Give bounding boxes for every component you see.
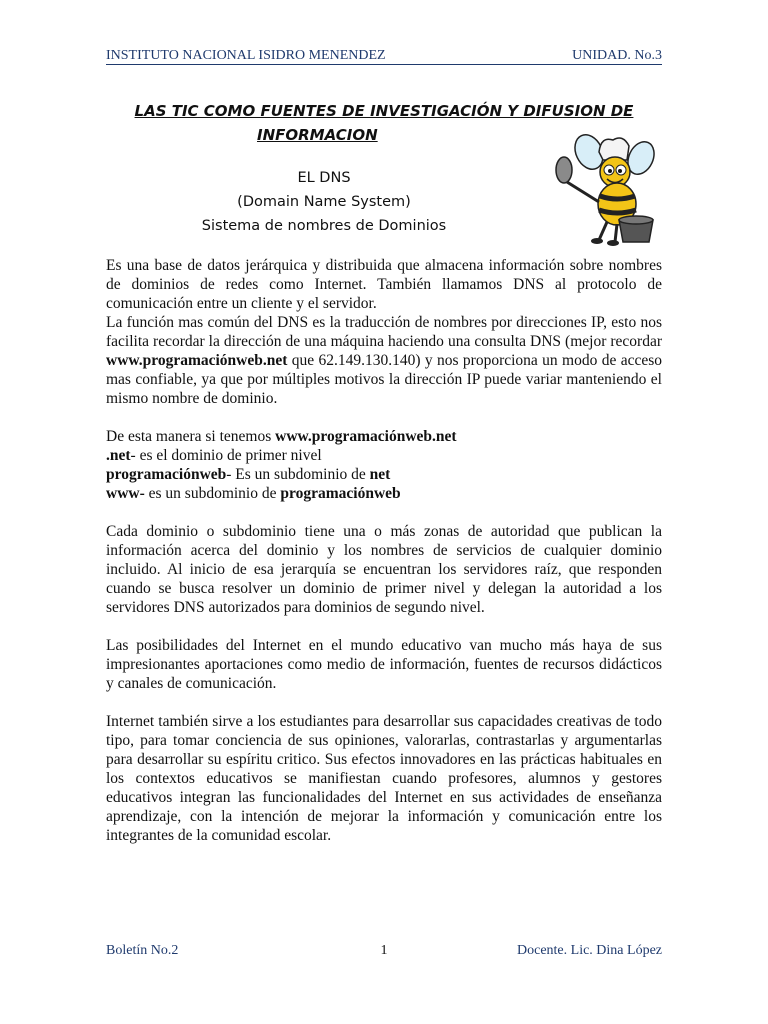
- title-line-2: INFORMACION: [257, 126, 378, 144]
- bee-chef-icon: [549, 130, 665, 246]
- title-line-1: LAS TIC COMO FUENTES DE INVESTIGACIÓN Y DIFUSION DE: [134, 102, 634, 120]
- document-body: [106, 256, 662, 845]
- footer-teacher: Docente. Lic. Dina López: [517, 943, 662, 958]
- paragraph-dns-definition: Es una base de datos jerárquica y distribuida que almacena información sobre nombres de dominios de redes como Internet. También llamamos DNS al protocolo de comunicación entre un cliente y el servidor.: [106, 257, 662, 312]
- dns-heading: [186, 166, 462, 238]
- page-footer: [106, 943, 662, 963]
- footer-bulletin: Boletín No.2: [106, 943, 179, 958]
- domain-list-item-net: [106, 446, 662, 465]
- dns-heading-line-3: Sistema de nombres de Dominios: [201, 218, 447, 234]
- domain-list-item-programacionweb: [106, 465, 662, 484]
- paragraph-authority-zones: Cada dominio o subdominio tiene una o más zonas de autoridad que publican la información acerca del dominio y los nombres de servicios de cualquier dominio incluido. Al inicio de esa jerarquía se encuentran los servidores raíz, que responden cuando se busca resolver un dominio de primer nivel y delegan la autoridad a los servidores DNS autorizados para dominios de segundo nivel.: [106, 523, 662, 616]
- paragraph-internet-students: Internet también sirve a los estudiantes para desarrollar sus capacidades creativas de todo tipo, para tomar conciencia de sus opiniones, valorarlas, contrastarlas y argumentarlas para desarrollar su espíritu critico. Sus efectos innovadores en las prácticas habituales en los contextos educativos se manifiestan cuando profesores, alumnos y gestores educativos integran las funcionalidades del Internet en sus actividades de enseñanza aprendizaje, con la intención de mejorar la información y comunicación entre los integrantes de la comunidad escolar.: [106, 713, 662, 844]
- paragraph-dns-function-text-b: que 62.149.130.140) y nos proporciona un modo de acceso mas confiable, ya que por múltiples motivos la dirección IP puede variar manteniendo el mismo nombre de dominio.: [106, 352, 662, 407]
- domain-prog-label: programaciónweb: [106, 466, 227, 483]
- domain-prog-text: - Es un subdominio de: [226, 466, 370, 483]
- domain-www-label: www-: [106, 485, 145, 502]
- dns-heading-line-2: (Domain Name System): [237, 194, 411, 210]
- domain-list-intro-domain: www.programaciónweb.net: [275, 428, 457, 445]
- domain-example: www.programaciónweb.net: [106, 352, 288, 369]
- domain-prog-target: net: [369, 466, 391, 483]
- header-unit: UNIDAD. No.3: [572, 48, 662, 63]
- domain-list-intro-text: De esta manera si tenemos: [106, 428, 276, 445]
- page-number: 1: [380, 943, 388, 958]
- domain-www-target: programaciónweb: [280, 485, 401, 502]
- domain-net-label: .net: [106, 447, 131, 464]
- domain-net-text: - es el dominio de primer nivel: [130, 447, 322, 464]
- domain-list-item-www: [106, 484, 662, 503]
- header-institution: INSTITUTO NACIONAL ISIDRO MENENDEZ: [106, 48, 386, 63]
- domain-www-text: es un subdominio de: [144, 485, 281, 502]
- paragraph-dns-function: [106, 313, 662, 408]
- page-header: [106, 46, 662, 65]
- dns-heading-line-1: EL DNS: [297, 170, 351, 186]
- domain-list-intro: [106, 427, 662, 446]
- paragraph-internet-education: Las posibilidades del Internet en el mundo educativo van mucho más haya de sus impresionantes aportaciones como medio de información, fuentes de recursos didácticos y canales de comunicación.: [106, 637, 662, 692]
- paragraph-dns-function-text-a: La función mas común del DNS es la traducción de nombres por direcciones IP, esto nos facilita recordar la dirección de una máquina haciendo una consulta DNS (mejor recordar: [106, 314, 662, 350]
